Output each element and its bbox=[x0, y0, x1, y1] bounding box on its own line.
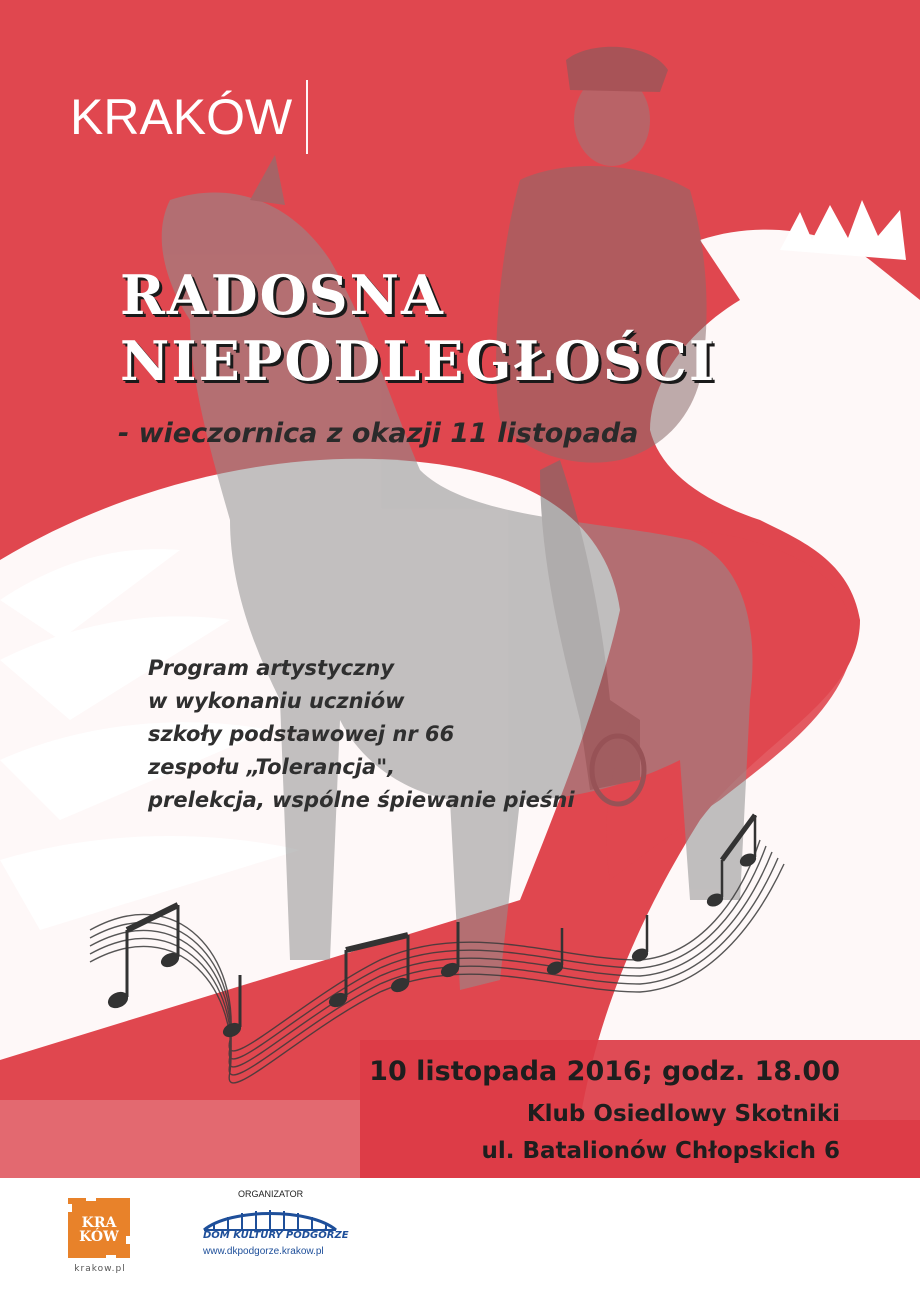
event-address: ul. Batalionów Chłopskich 6 bbox=[481, 1138, 840, 1164]
program-line-4: zespołu „Tolerancja", bbox=[148, 755, 396, 779]
program-line-3: szkoły podstawowej nr 66 bbox=[148, 722, 455, 746]
city-header bbox=[70, 86, 308, 148]
event-subtitle: - wieczornica z okazji 11 listopada bbox=[118, 418, 639, 449]
program-line-1: Program artystyczny bbox=[148, 656, 395, 680]
info-band-fade bbox=[0, 1100, 360, 1180]
event-venue: Klub Osiedlowy Skotniki bbox=[526, 1101, 840, 1127]
event-title bbox=[120, 262, 820, 394]
program-line-5: prelekcja, wspólne śpiewanie pieśni bbox=[148, 788, 575, 812]
dk-podgorze-bridge-logo bbox=[200, 1204, 340, 1252]
event-info bbox=[369, 1052, 840, 1170]
organizer-label: ORGANIZATOR bbox=[238, 1189, 304, 1199]
krakow-logo[interactable] bbox=[66, 1196, 134, 1280]
organizer-name: DOM KULTURY PODGÓRZE bbox=[203, 1230, 349, 1241]
event-title-line-2: NIEPODLEGŁOŚCI bbox=[120, 329, 717, 393]
event-date-time: 10 listopada 2016; godz. 18.00 bbox=[369, 1056, 840, 1087]
krakow-logo-url[interactable]: krakow.pl bbox=[74, 1264, 126, 1274]
program-description bbox=[148, 652, 575, 817]
city-name: KRAKÓW bbox=[70, 89, 293, 145]
organizer-url[interactable]: www.dkpodgorze.krakow.pl bbox=[203, 1246, 324, 1257]
city-divider bbox=[306, 80, 308, 154]
program-line-2: w wykonaniu uczniów bbox=[148, 689, 405, 713]
footer bbox=[0, 1178, 920, 1300]
krakow-logo-text: KRA KÓW bbox=[79, 1215, 119, 1245]
event-title-line-1: RADOSNA bbox=[120, 263, 445, 327]
